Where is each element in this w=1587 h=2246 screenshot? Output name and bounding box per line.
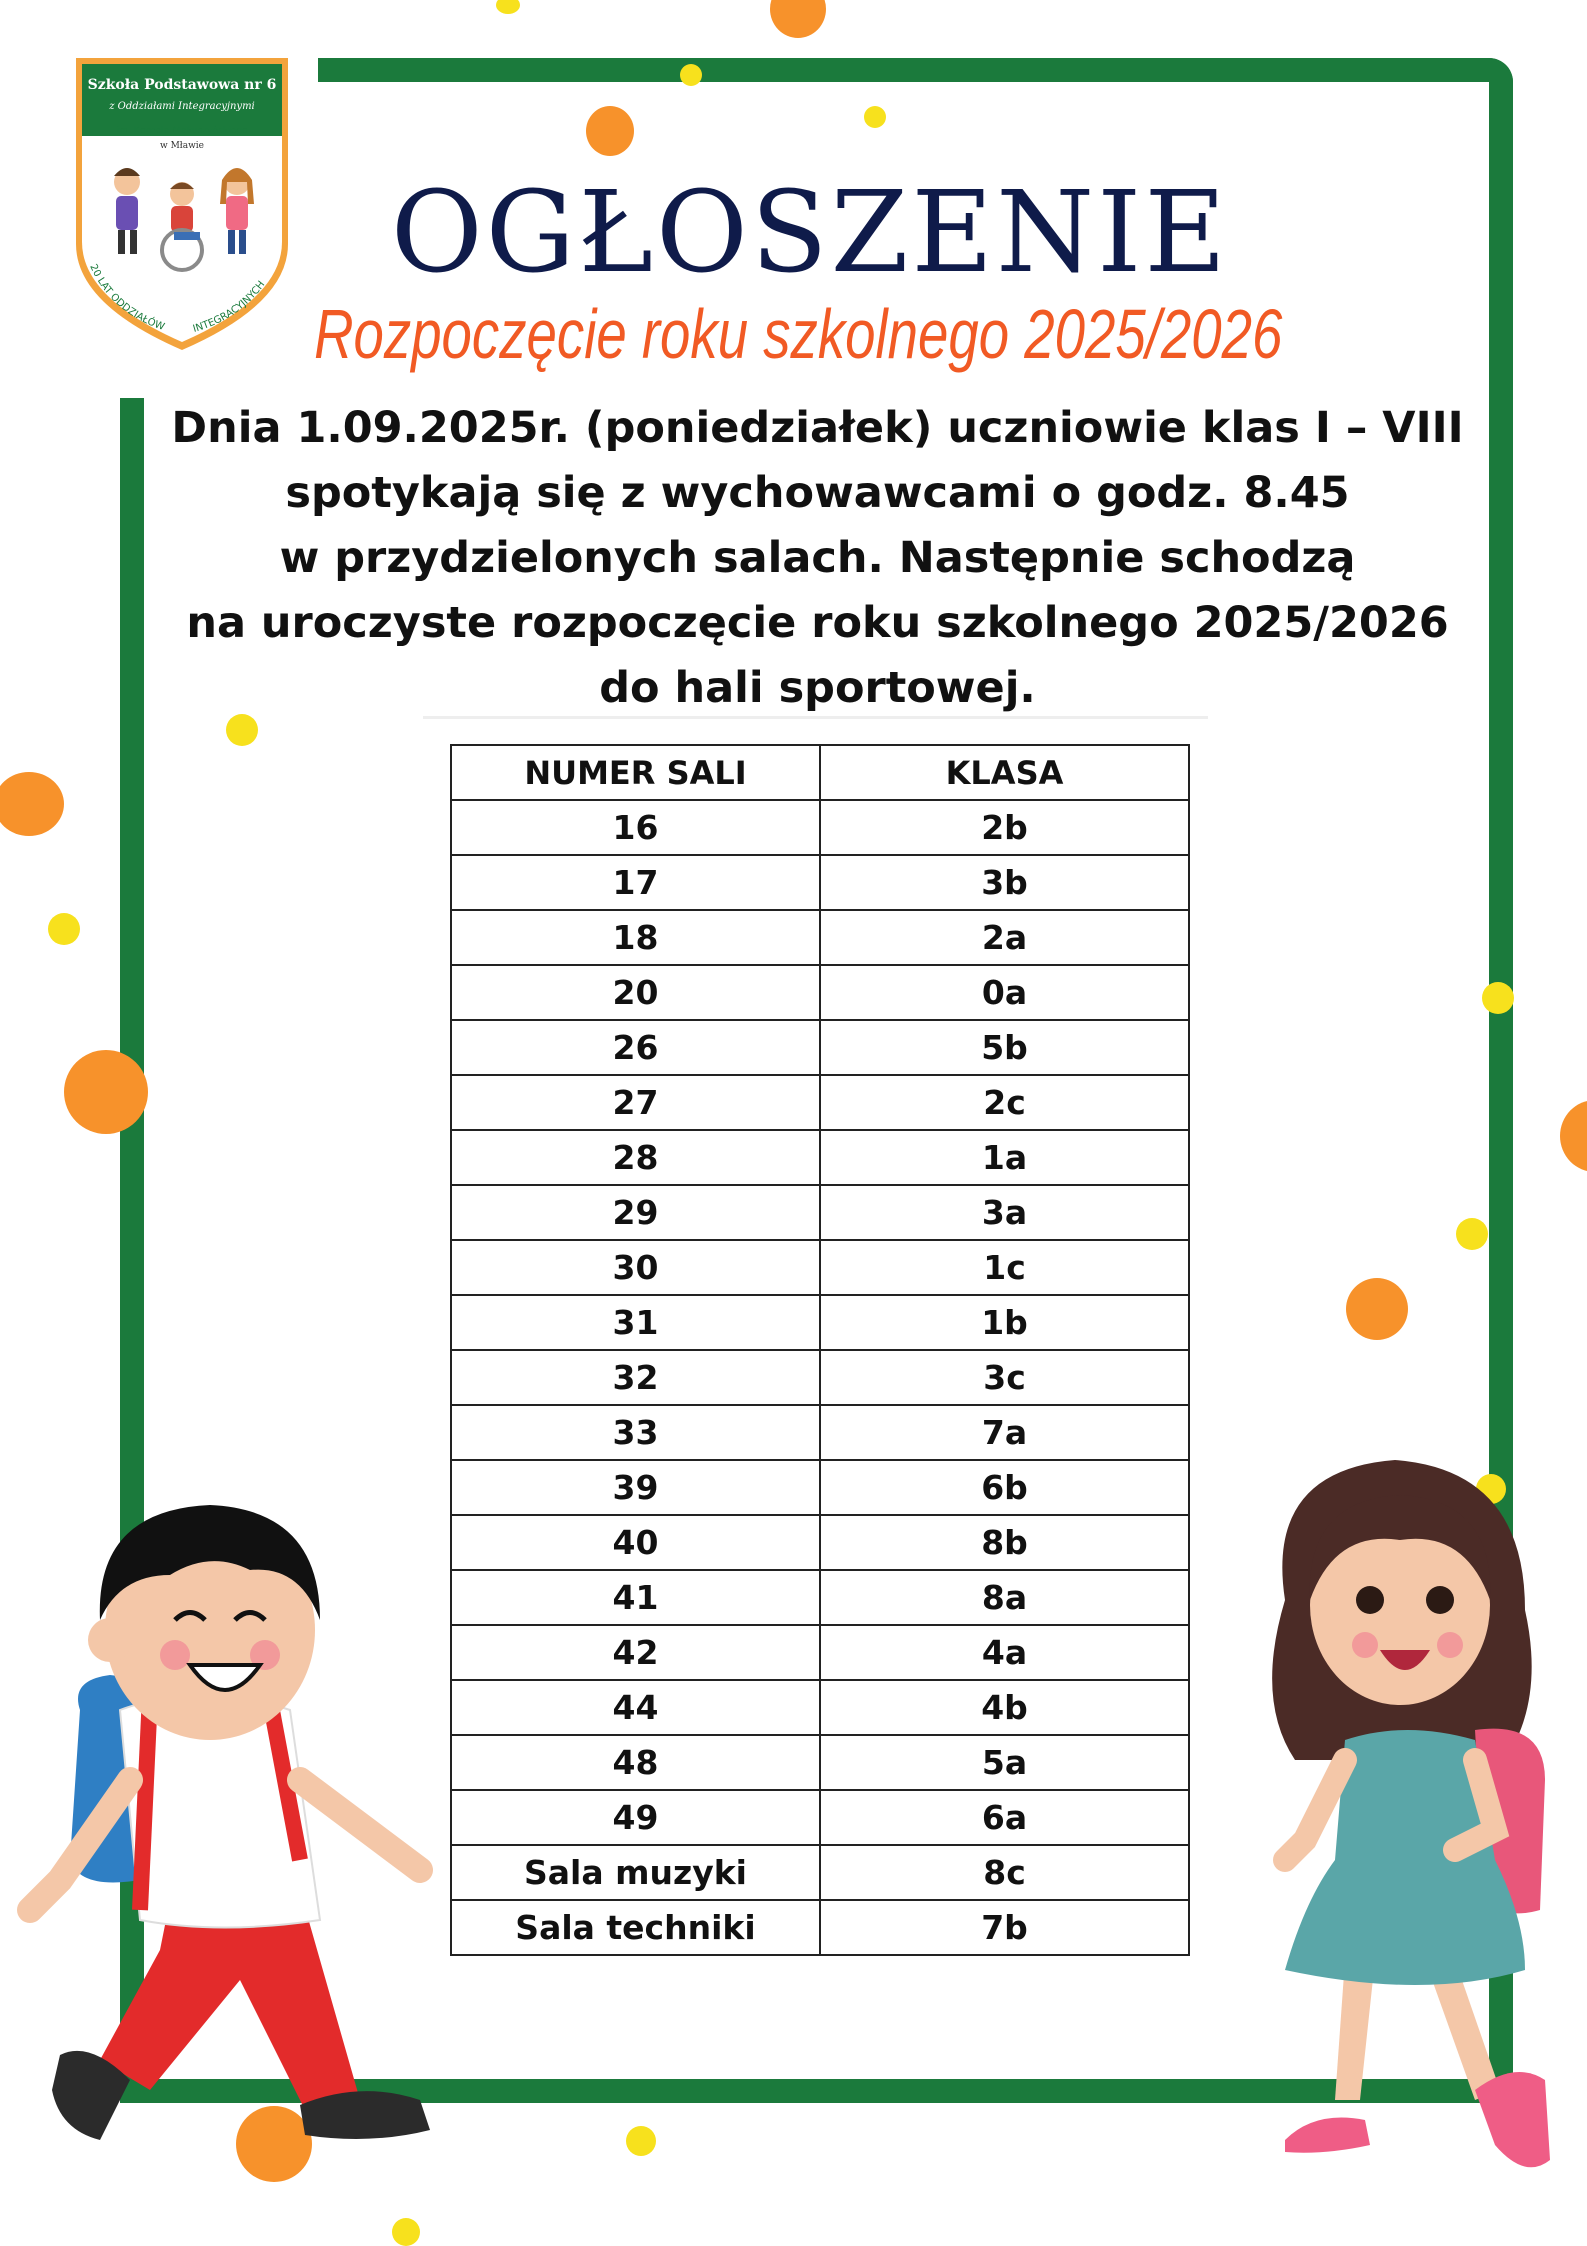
page-title: OGŁOSZENIE — [390, 168, 1230, 298]
table-row — [451, 1075, 1189, 1130]
room-cell: 49 — [451, 1790, 820, 1845]
room-cell: 44 — [451, 1680, 820, 1735]
room-cell: 30 — [451, 1240, 820, 1295]
class-cell: 7b — [820, 1900, 1189, 1955]
table-row — [451, 800, 1189, 855]
class-cell: 1a — [820, 1130, 1189, 1185]
room-cell: 41 — [451, 1570, 820, 1625]
class-cell: 3b — [820, 855, 1189, 910]
frame-top — [318, 58, 1513, 82]
decor-dot — [1346, 1278, 1408, 1340]
announcement-line: Dnia 1.09.2025r. (poniedziałek) uczniowie klas I – VIII — [171, 403, 1464, 453]
room-cell: Sala techniki — [451, 1900, 820, 1955]
table-row — [451, 1515, 1189, 1570]
table-row — [451, 1460, 1189, 1515]
badge-anniversary-right: INTEGRACYJNYCH — [191, 279, 268, 335]
room-cell: 28 — [451, 1130, 820, 1185]
room-assignment-table — [450, 744, 1190, 1956]
table-row — [451, 1680, 1189, 1735]
decor-dot — [864, 106, 886, 128]
decor-dot — [64, 1050, 148, 1134]
column-header-class: KLASA — [820, 745, 1189, 800]
table-row — [451, 1625, 1189, 1680]
table-header-row — [451, 745, 1189, 800]
room-cell: 16 — [451, 800, 820, 855]
room-cell: 26 — [451, 1020, 820, 1075]
table-row — [451, 1405, 1189, 1460]
class-cell: 4a — [820, 1625, 1189, 1680]
badge-patron: im. Kornela Makuszyńskiego — [116, 126, 248, 136]
class-cell: 8a — [820, 1570, 1189, 1625]
decor-dot — [48, 913, 80, 945]
class-cell: 4b — [820, 1680, 1189, 1735]
decor-dot — [586, 106, 634, 156]
room-cell: 31 — [451, 1295, 820, 1350]
table-row — [451, 1900, 1189, 1955]
divider — [423, 716, 1208, 719]
class-cell: 7a — [820, 1405, 1189, 1460]
class-cell: 3a — [820, 1185, 1189, 1240]
table-row — [451, 1240, 1189, 1295]
table-row — [451, 1295, 1189, 1350]
announcement-line: do hali sportowej. — [599, 663, 1036, 713]
badge-subtitle: z Oddziałami Integracyjnymi — [109, 101, 255, 112]
table-row — [451, 1735, 1189, 1790]
boy-illustration — [0, 1480, 470, 2245]
class-cell: 5a — [820, 1735, 1189, 1790]
class-cell: 5b — [820, 1020, 1189, 1075]
class-cell: 3c — [820, 1350, 1189, 1405]
table-row — [451, 910, 1189, 965]
table-row — [451, 1130, 1189, 1185]
table-row — [451, 1185, 1189, 1240]
class-cell: 6b — [820, 1460, 1189, 1515]
table-row — [451, 965, 1189, 1020]
room-cell: 32 — [451, 1350, 820, 1405]
room-cell: 39 — [451, 1460, 820, 1515]
room-cell: 17 — [451, 855, 820, 910]
decor-dot — [1456, 1218, 1488, 1250]
decor-dot — [1482, 982, 1514, 1014]
class-cell: 6a — [820, 1790, 1189, 1845]
badge-anniversary-left: 20 LAT ODDZIAŁÓW — [87, 262, 166, 333]
room-cell: 48 — [451, 1735, 820, 1790]
decor-dot — [626, 2126, 656, 2156]
class-cell: 8c — [820, 1845, 1189, 1900]
room-cell: 42 — [451, 1625, 820, 1680]
decor-dot — [0, 772, 64, 836]
announcement-text — [170, 396, 1465, 721]
class-cell: 1b — [820, 1295, 1189, 1350]
class-cell: 8b — [820, 1515, 1189, 1570]
class-cell: 2a — [820, 910, 1189, 965]
girl-illustration — [1225, 1440, 1587, 2245]
table-row — [451, 1020, 1189, 1075]
announcement-line: w przydzielonych salach. Następnie schodzą — [279, 533, 1356, 583]
room-cell: 33 — [451, 1405, 820, 1460]
room-cell: 18 — [451, 910, 820, 965]
room-cell: 27 — [451, 1075, 820, 1130]
column-header-room: NUMER SALI — [451, 745, 820, 800]
decor-dot — [1560, 1100, 1587, 1172]
room-cell: 40 — [451, 1515, 820, 1570]
badge-town: w Mławie — [160, 141, 204, 151]
decor-dot — [496, 0, 520, 14]
table-row — [451, 1350, 1189, 1405]
room-cell: 20 — [451, 965, 820, 1020]
table-row — [451, 1790, 1189, 1845]
class-cell: 1c — [820, 1240, 1189, 1295]
announcement-line: spotykają się z wychowawcami o godz. 8.45 — [285, 468, 1350, 518]
room-cell: 29 — [451, 1185, 820, 1240]
badge-school-name: Szkoła Podstawowa nr 6 — [87, 77, 277, 93]
table-row — [451, 855, 1189, 910]
room-cell: Sala muzyki — [451, 1845, 820, 1900]
class-cell: 2b — [820, 800, 1189, 855]
announcement-line: na uroczyste rozpoczęcie roku szkolnego 2025/2026 — [186, 598, 1449, 648]
decor-dot — [680, 64, 702, 86]
page-subtitle: Rozpoczęcie roku szkolnego 2025/2026 — [314, 295, 1283, 373]
decor-dot — [770, 0, 826, 38]
class-cell: 0a — [820, 965, 1189, 1020]
table-row — [451, 1845, 1189, 1900]
table-row — [451, 1570, 1189, 1625]
class-cell: 2c — [820, 1075, 1189, 1130]
